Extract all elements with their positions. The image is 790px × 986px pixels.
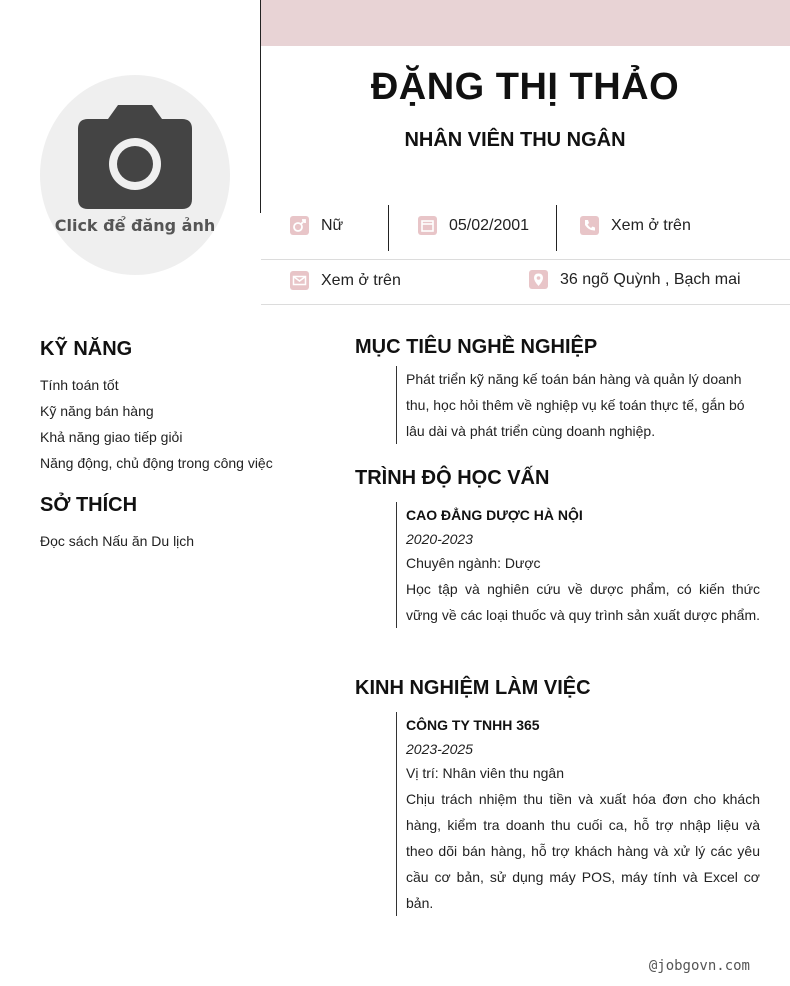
avatar-caption[interactable]: Click để đăng ảnh [54,216,216,235]
hobbies-text: Đọc sách Nấu ăn Du lịch [40,533,195,549]
address-field[interactable] [529,270,741,289]
objective-line: Phát triển kỹ năng kế toán bán hàng và quản lý doanh [406,371,742,387]
gender-field[interactable] [290,216,343,235]
experience-description: Chịu trách nhiệm thu tiền và xuất hóa đơn cho khách hàng, kiểm tra doanh thu cuối ca, hỗ trợ nhập liệu và theo dõi bán hàng, hỗ trợ khách hàng và xử lý các yêu cầu cơ bản, sử dụng máy POS, máy tính và Excel cơ bản. [406,791,760,911]
skills-list [40,372,273,476]
candidate-name: ĐẶNG THỊ THẢO [370,66,680,108]
email-icon [290,271,309,290]
phone-icon [580,216,599,235]
address-value: 36 ngõ Quỳnh , Bạch mai [560,270,741,288]
company-name: CÔNG TY TNHH 365 [406,717,540,733]
contact-separator [388,205,389,251]
avatar-upload[interactable] [40,75,230,275]
objective-heading: MỤC TIÊU NGHỀ NGHIỆP [355,336,598,358]
objective-line: thu, học hỏi thêm về nghiệp vụ kế toán thực tế, gắn bó [406,397,745,413]
email-field[interactable] [290,271,401,290]
gender-value: Nữ [321,216,344,234]
experience-heading: KINH NGHIỆM LÀM VIỆC [355,677,591,699]
camera-icon [78,105,192,209]
experience-block [396,712,760,916]
email-value: Xem ở trên [321,271,401,289]
experience-position: Vị trí: Nhân viên thu ngân [406,765,564,781]
education-heading: TRÌNH ĐỘ HỌC VẤN [355,467,550,489]
education-major: Chuyên ngành: Dược [406,555,541,571]
list-item: Năng động, chủ động trong công việc [40,455,273,471]
list-item: Kỹ năng bán hàng [40,403,154,419]
contact-divider [261,304,790,305]
calendar-icon [418,216,437,235]
phone-field[interactable] [580,216,691,235]
dob-field[interactable] [418,216,529,235]
school-name: CAO ĐẲNG DƯỢC HÀ NỘI [406,507,583,523]
phone-value: Xem ở trên [611,216,691,234]
education-description: Học tập và nghiên cứu về dược phẩm, có kiến thức vững về các loại thuốc và quy trình sản xuất dược phẩm. [406,581,760,623]
header-accent-band [260,0,790,46]
hobbies-heading: SỞ THÍCH [40,494,138,516]
watermark: @jobgovn.com [648,958,750,974]
education-period: 2020-2023 [406,531,473,547]
dob-value: 05/02/2001 [449,216,530,234]
list-item: Tính toán tốt [40,377,119,393]
experience-period: 2023-2025 [406,741,473,757]
contact-divider [261,259,790,260]
gender-icon [290,216,309,235]
hobbies-list [40,528,194,554]
education-block [396,502,760,628]
objective-block [396,366,760,444]
contact-separator [556,205,557,251]
list-item: Khả năng giao tiếp giỏi [40,429,183,445]
job-title: NHÂN VIÊN THU NGÂN [404,129,626,151]
skills-heading: KỸ NĂNG [40,338,133,360]
location-pin-icon [529,270,548,289]
objective-line: lâu dài và phát triển cùng doanh nghiệp. [406,423,656,439]
